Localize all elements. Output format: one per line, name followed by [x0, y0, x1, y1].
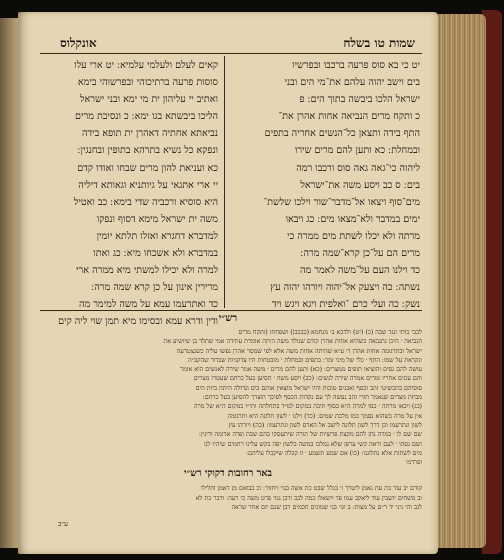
hebrew-line: ימים במדבר ולא־מצאו מים ׃ כג ויבאו [285, 213, 420, 225]
rashi-line: ונקראת על שמו ׃ התף ׳ כלי של מיני זמר ׃ בתפים ובמחלת ׳ מובטחות היו צדקניות שבדור שהקב״ה [188, 356, 422, 364]
aramaic-line: סוסות פרעה ברתיכוהי ובפרשוהי בימא [77, 77, 218, 89]
aramaic-line: משה ית ישראל מימא דסוף ונפקו [96, 213, 218, 225]
rashi-line: עושה להם נסים והוציאו תופים ממצרים ׃ (כא) ותען להם מרים ׳ משה אמר שירה לאנשים הוא אומר [180, 366, 422, 374]
aramaic-line: ונפקא כל נשיא בתרהא בתופין ובחנגין ׃ [77, 145, 218, 157]
hebrew-line: בים וישב יהוה עלהם את־מי הים ובני [284, 77, 420, 89]
hebrew-line: ליהוה כי־גאה גאה סוס ורכבו רמה [296, 162, 420, 174]
rashi-line: מביזת מצרים שנאמר תורי זהב נעשה לך עם נקדות הכסף לפיכך הוצרך להסיען בעל כרחם ׃ [202, 394, 422, 402]
beur-line: קודם יב עוד כת עת נאמן ליטרך ו׳ בגלל שבט כת אשה בגוי ויחזור ׃ וכ בבואם מן דאמן וחלילו [201, 485, 422, 492]
hebrew-line: נשק ׃ כה ועלי כרם ־ואלפית ויגא ויגש ויד [271, 299, 420, 311]
rashi-line: ושם נסהו ׳ לעם וראה קשי ערפן שלא נמלכו במשה בלשון יפה בקש עלינו רחמים שיהיו לנו [203, 440, 422, 448]
hebrew-text-column [232, 57, 420, 313]
rashi-commentary [40, 328, 422, 467]
rashi-line: ישראל ובתרגומה אחות אהרן ד׳ ע״א שהיתה אחות משה אלא לפי שמסר אהרן נפשו עליה כשנצטרעה [176, 347, 422, 355]
rashi-line: אין על מרה כשהוא נסמך כמו מלכת שמים ׃ (כד) וילנו ׳ לשון תלונה היא ותרגומה [227, 412, 422, 420]
rashi-line: סוסיהם בתכשיטי זהב וכסף ואבנים טובות והיו ישראל מוצאין אותם בים וגדולה היתה ביזת הים [195, 384, 422, 392]
aramaic-line: מרירין אינון על כן קרא שמה מרה ׃ [91, 282, 218, 294]
rashi-line: מים לשתות אלא נתלוננו ׃ (כו) אם שמע תשמע ׳ זו קבלה שיקבלו עליהם ׃ [246, 449, 422, 457]
aramaic-line: הליכו ביבשתא בגו ימא ׃ כ ונסיבת מרים [75, 111, 218, 123]
rashi-line: לבבי בותי ונגד שבה (כ) (יט) ולדבא ב׳ מנחמא (כבכבן) ושפחתו (ותקח מרים [238, 329, 422, 336]
aramaic-line: ואתיב יי עליהון ית מי ימא ובני ישראל [80, 94, 218, 106]
hebrew-line: כ ותקח מרים הנביאה אחות אהרן את־ [278, 111, 420, 123]
rashi-title: רש״י [218, 313, 238, 324]
page-stack-edges [438, 14, 486, 548]
header-rule [40, 53, 422, 54]
aramaic-line: כד ואתרעמו עמא על משה למימר מה [78, 299, 218, 311]
hebrew-line: התף בידה ותצאן כל־הנשים אחריה בתפים [264, 128, 420, 140]
hebrew-line: ישראל הלכו ביבשה בתוך הים ׃ פ [299, 94, 420, 106]
hebrew-line: מים־סוף ויצאו אל־מדבר־שור וילכו שלשת־ [263, 196, 420, 208]
rashi-line: (כג) ויבאו מרתה ׳ כמו למרה ה״א בסוף תיבה במקום למ״ד בתחלתה ותי״ו במקום ה״א של מרה [194, 403, 422, 411]
aramaic-line: במדברא ולא אשכחו מיא ׃ כג ואתו [93, 248, 218, 260]
hebrew-line: מרתה ולא יכלו לשתת מים ממרה כי [287, 230, 420, 242]
rashi-line: הנביאה ׳ היכן נתנבאה כשהיא אחות אהרן קודם שנולד משה היתה אומרת עתידה אמי שתלד בן שיושיע את [163, 338, 422, 346]
hebrew-line: כד וילנו העם על־משה לאמר מה [300, 265, 420, 277]
aramaic-line: נביאתא אחתיה דאהרן ית תופא בידה [82, 128, 218, 140]
hebrew-line: נשתה ׃ כה ויצעק אל־יהוה ויורהו יהוה עץ [270, 282, 420, 294]
beur-line: לנב והי ניני יד ר״ם על מצות ׃ ב וגו׳ בני שמונים חכמים רבן שגם יום אחר שראה [231, 504, 422, 512]
rashi-line: לשון ונתרעמו וכן דרך לשון תלונה לישב אל האדם לשון ונתרעמו ׃ (כה) ויורהו עץ [228, 421, 422, 429]
rashi-line: והם עונים אחריו ומרים אמרה שירה לנשים ׃ (כב) ויסע משה ׳ הסיען בעל כרחם שעטרו מצרים [193, 375, 422, 383]
beur-title: באר רחובות דקוקי רש״י [184, 468, 272, 479]
hebrew-line: יט כי בא סוס פרעה ברכבו ובפרשיו [292, 60, 420, 71]
column-divider [224, 56, 225, 308]
aramaic-line: ודין ודרא עמא ובסימו מיא תמן שוי ליה קים [58, 316, 218, 328]
header-aramaic [60, 36, 200, 51]
aramaic-line: כא ועניאת להון מרים שבחו ואודו קדם [77, 162, 218, 174]
page-number: ע״ב [58, 520, 68, 528]
rashi-top-rule [40, 310, 422, 311]
header-hebrew: שמות טו בשלח [343, 36, 415, 50]
aramaic-line: יי ארי אתגאי על גיותניא וגאותא דיליה [78, 179, 218, 191]
aramaic-line: היא סוסיא ורכביה שדי בימא ׃ כב ואטיל [73, 196, 218, 208]
hebrew-line: מרים הם על־כן קרא־שמה מרה ׃ [300, 248, 420, 260]
aramaic-line: למדברא דחגרא ואזלו תלתא יומין [96, 230, 218, 242]
aramaic-text-column [42, 57, 218, 331]
rashi-line: שם שם לו ׳ במרה נתן להם מקצת פרשיות של תורה שיתעסקו בהם שבת ופרה אדומה ודינין ׃ [198, 431, 422, 439]
aramaic-line: למרה ולא יכילו למשתי מיא ממרה ארי [76, 265, 218, 277]
hebrew-line: ובמחלת ׃ כא ותען להם מרים שירו [294, 145, 420, 157]
aramaic-line: קאים לעלם ולעלמי עלמיא ׃ יט ארי עלו [74, 60, 218, 71]
rashi-line: ופרדמ׳ [405, 459, 422, 467]
beur-line: וב משחים יושבין עוד ליאקב עמו פד וישאלו כמה לבב ורבן נגזי פרט משה כי רעה ׃ ודבר כת לא [195, 494, 422, 502]
hebrew-line: בים ׃ ס כב ויסע משה את־ישראל [300, 179, 420, 191]
beur-commentary [40, 484, 422, 513]
header-aramaic-text: אונקלוס [60, 36, 97, 50]
